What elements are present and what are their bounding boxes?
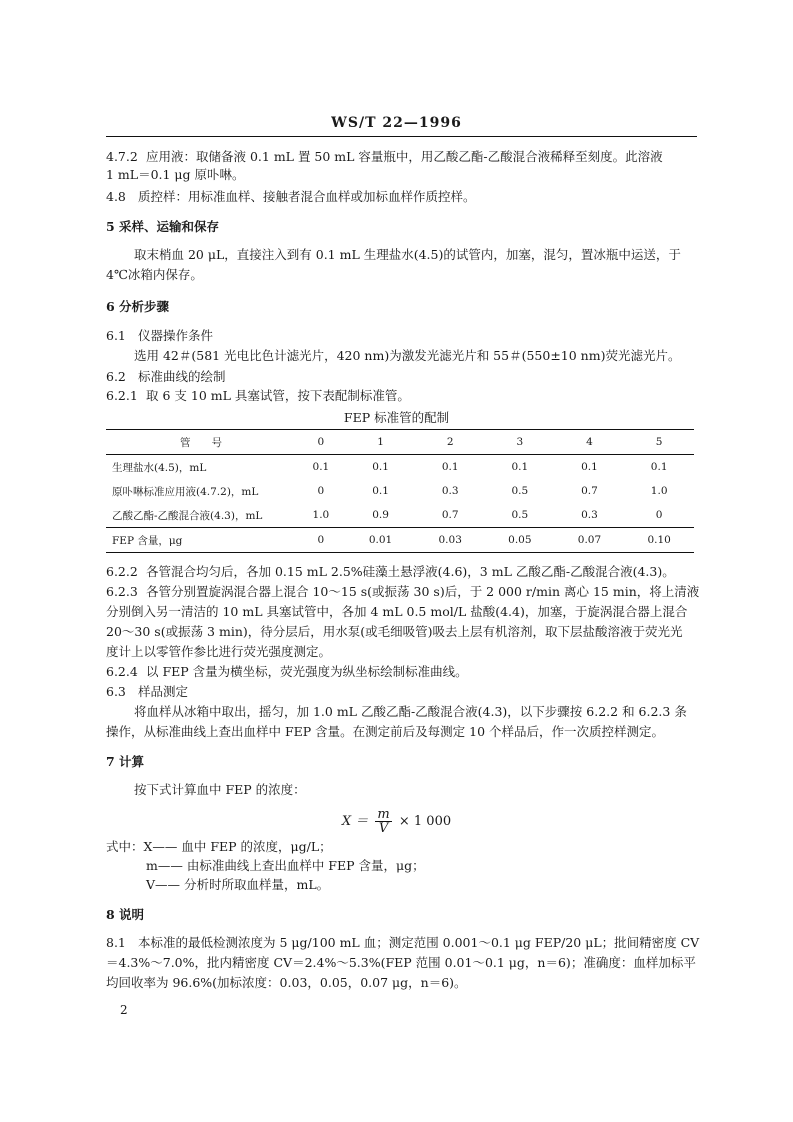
where-line-m: m—— 由标准曲线上查出血样中 FEP 含量，μg； bbox=[146, 858, 425, 873]
section-5-title: 5 采样、运输和保存 bbox=[106, 219, 220, 234]
clause-label: 6.2.2 bbox=[106, 564, 138, 579]
para-4-7-2-line1 bbox=[106, 148, 663, 166]
clause-6-1 bbox=[106, 327, 213, 345]
formula-rhs: × 1 000 bbox=[398, 814, 452, 829]
para-5-line1: 取末梢血 20 μL，直接注入到有 0.1 mL 生理盐水(4.5)的试管内，加塞，混匀，置冰瓶中运送，于 bbox=[134, 247, 681, 262]
table-caption: FEP 标准管的配制 bbox=[343, 410, 450, 425]
clause-text: 各管混合均匀后，各加 0.15 mL 2.5%硅藻土悬浮液(4.6)，3 mL 乙酸乙酯-乙酸混合液(4.3)。 bbox=[146, 564, 675, 579]
table-cell: 0.1 bbox=[312, 461, 330, 473]
para-5-line2: 4℃冰箱内保存。 bbox=[106, 267, 203, 282]
table-header-cell: 3 bbox=[516, 436, 524, 448]
table-cell: 生理盐水(4.5)，mL bbox=[112, 461, 207, 474]
clause-label: 8.1 bbox=[106, 935, 126, 950]
clause-text: 取 6 支 10 mL 具塞试管，按下表配制标准管。 bbox=[146, 388, 410, 403]
table-row bbox=[106, 528, 694, 553]
standard-code-header: WS/T 22—1996 bbox=[331, 115, 462, 131]
clause-label: 6.2 bbox=[106, 369, 126, 384]
clause-text: 以 FEP 含量为横坐标，荧光强度为纵坐标绘制标准曲线。 bbox=[146, 664, 468, 679]
table-cell: 乙酸乙酯-乙酸混合液(4.3)，mL bbox=[112, 509, 263, 522]
table-header-cell: 管 号 bbox=[180, 436, 222, 449]
clause-text: 样品测定 bbox=[138, 684, 189, 699]
section-8-title: 8 说明 bbox=[106, 907, 145, 922]
clause-label: 6.2.1 bbox=[106, 388, 138, 403]
clause-text: 应用液：取储备液 0.1 mL 置 50 mL 容量瓶中，用乙酸乙酯-乙酸混合液稀释至刻度。此溶液 bbox=[146, 149, 663, 164]
clause-6-2-3-line3: 20～30 s(或振荡 3 min)，待分层后，用水泵(或毛细吸管)吸去上层有机溶剂，取下层盐酸溶液于荧光光 bbox=[106, 624, 683, 639]
header-rule bbox=[106, 136, 697, 137]
table-cell: 0.1 bbox=[511, 461, 529, 473]
para-6-1-body: 选用 42＃(581 光电比色计滤光片，420 nm)为激发光滤光片和 55＃(550±10 nm)荧光滤光片。 bbox=[134, 348, 681, 363]
clause-6-2-3-line4: 度计上以零管作参比进行荧光强度测定。 bbox=[106, 644, 332, 659]
para-7-intro: 按下式计算血中 FEP 的浓度： bbox=[134, 782, 306, 797]
clause-label: 6.2.4 bbox=[106, 664, 138, 679]
page-number: 2 bbox=[120, 1003, 128, 1017]
table-cell: 0.5 bbox=[511, 509, 529, 521]
clause-label: 6.3 bbox=[106, 684, 126, 699]
clause-label: 6.2.3 bbox=[106, 584, 138, 599]
where-line-x: 式中：X—— 血中 FEP 的浓度，μg/L； bbox=[106, 839, 332, 854]
clause-6-2-3-line1 bbox=[106, 583, 699, 601]
table-cell: 0.05 bbox=[508, 534, 532, 546]
table-cell: 0.07 bbox=[577, 534, 602, 546]
clause-label: 4.8 bbox=[106, 189, 126, 204]
table-cell: 0 bbox=[317, 534, 325, 546]
table-header-cell: 5 bbox=[655, 436, 663, 448]
clause-8-1-line2: ＝4.3%～7.0%，批内精密度 CV＝2.4%～5.3%(FEP 范围 0.01～0.1 μg，n＝6)；准确度：血样加标平 bbox=[106, 955, 696, 970]
table-cell: 0.10 bbox=[647, 534, 671, 546]
table-header-row bbox=[106, 430, 694, 455]
clause-label: 6.1 bbox=[106, 328, 126, 343]
formula-denominator: V bbox=[378, 821, 389, 836]
clause-6-2 bbox=[106, 368, 226, 386]
clause-6-2-3-line2: 分别倒入另一清洁的 10 mL 具塞试管中，各加 4 mL 0.5 mol/L 盐酸(4.4)，加塞，于旋涡混合器上混合 bbox=[106, 604, 688, 619]
table-row bbox=[106, 455, 694, 480]
table-cell: 原卟啉标准应用液(4.7.2)，mL bbox=[112, 485, 259, 498]
clause-6-2-2 bbox=[106, 563, 675, 581]
table-cell: 0.1 bbox=[581, 461, 598, 473]
section-7-title: 7 计算 bbox=[106, 754, 145, 769]
clause-text: 本标准的最低检测浓度为 5 μg/100 mL 血；测定范围 0.001～0.1 μg FEP/20 μL；批间精密度 CV bbox=[138, 935, 700, 950]
para-6-3-line1: 将血样从冰箱中取出，摇匀，加 1.0 mL 乙酸乙酯-乙酸混合液(4.3)，以下步骤按 6.2.2 和 6.2.3 条 bbox=[134, 704, 687, 719]
table-cell: 0.3 bbox=[441, 485, 459, 497]
table-cell: 0.1 bbox=[372, 461, 389, 473]
table-cell: 0 bbox=[317, 485, 325, 497]
formula bbox=[0, 808, 793, 835]
clause-8-1-line1 bbox=[106, 934, 699, 952]
clause-6-2-4 bbox=[106, 663, 468, 681]
para-6-3-line2: 操作，从标准曲线上查出血样中 FEP 含量。在测定前后及每测定 10 个样品后，作一次质控样测定。 bbox=[106, 724, 665, 739]
para-4-7-2-line2: 1 mL＝0.1 μg 原卟啉。 bbox=[106, 167, 245, 182]
table-cell: 1.0 bbox=[650, 485, 668, 497]
table-row bbox=[106, 503, 694, 528]
table-cell: 0 bbox=[655, 509, 663, 521]
table-cell: 0.3 bbox=[581, 509, 598, 521]
clause-text: 标准曲线的绘制 bbox=[138, 369, 226, 384]
table-cell: 0.1 bbox=[441, 461, 459, 473]
table-cell: 1.0 bbox=[312, 509, 330, 521]
para-4-8 bbox=[106, 188, 476, 206]
formula-lhs: X ＝ bbox=[341, 814, 369, 829]
table-cell: 0.7 bbox=[581, 485, 598, 497]
table-cell: FEP 含量，μg bbox=[112, 534, 183, 547]
clause-text: 仪器操作条件 bbox=[138, 328, 214, 343]
table-header-cell: 0 bbox=[317, 436, 325, 448]
table-header-cell: 1 bbox=[377, 436, 384, 448]
table-cell: 0.1 bbox=[372, 485, 389, 497]
formula-fraction bbox=[375, 808, 391, 835]
clause-label: 4.7.2 bbox=[106, 149, 138, 164]
table-cell: 0.01 bbox=[368, 534, 393, 546]
table-cell: 0.7 bbox=[441, 509, 459, 521]
table-cell: 0.9 bbox=[372, 509, 389, 521]
clause-6-3 bbox=[106, 683, 188, 701]
table-header-cell: 2 bbox=[446, 436, 454, 448]
clause-8-1-line3: 均回收率为 96.6%(加标浓度：0.03，0.05，0.07 μg，n＝6)。 bbox=[106, 975, 467, 990]
clause-text: 各管分别置旋涡混合器上混合 10～15 s(或振荡 30 s)后，于 2 000 r/min 离心 15 min，将上清液 bbox=[146, 584, 700, 599]
table-cell: 0.5 bbox=[511, 485, 529, 497]
clause-6-2-1 bbox=[106, 387, 410, 405]
formula-numerator: m bbox=[377, 807, 390, 822]
table-cell: 0.1 bbox=[650, 461, 668, 473]
table-cell: 0.03 bbox=[438, 534, 462, 546]
table-header-cell: 4 bbox=[586, 436, 593, 448]
section-6-title: 6 分析步骤 bbox=[106, 299, 170, 314]
clause-text: 质控样：用标准血样、接触者混合血样或加标血样作质控样。 bbox=[138, 189, 476, 204]
table-row bbox=[106, 479, 694, 503]
where-line-v: V—— 分析时所取血样量，mL。 bbox=[146, 877, 330, 892]
fep-standard-table bbox=[106, 429, 694, 553]
